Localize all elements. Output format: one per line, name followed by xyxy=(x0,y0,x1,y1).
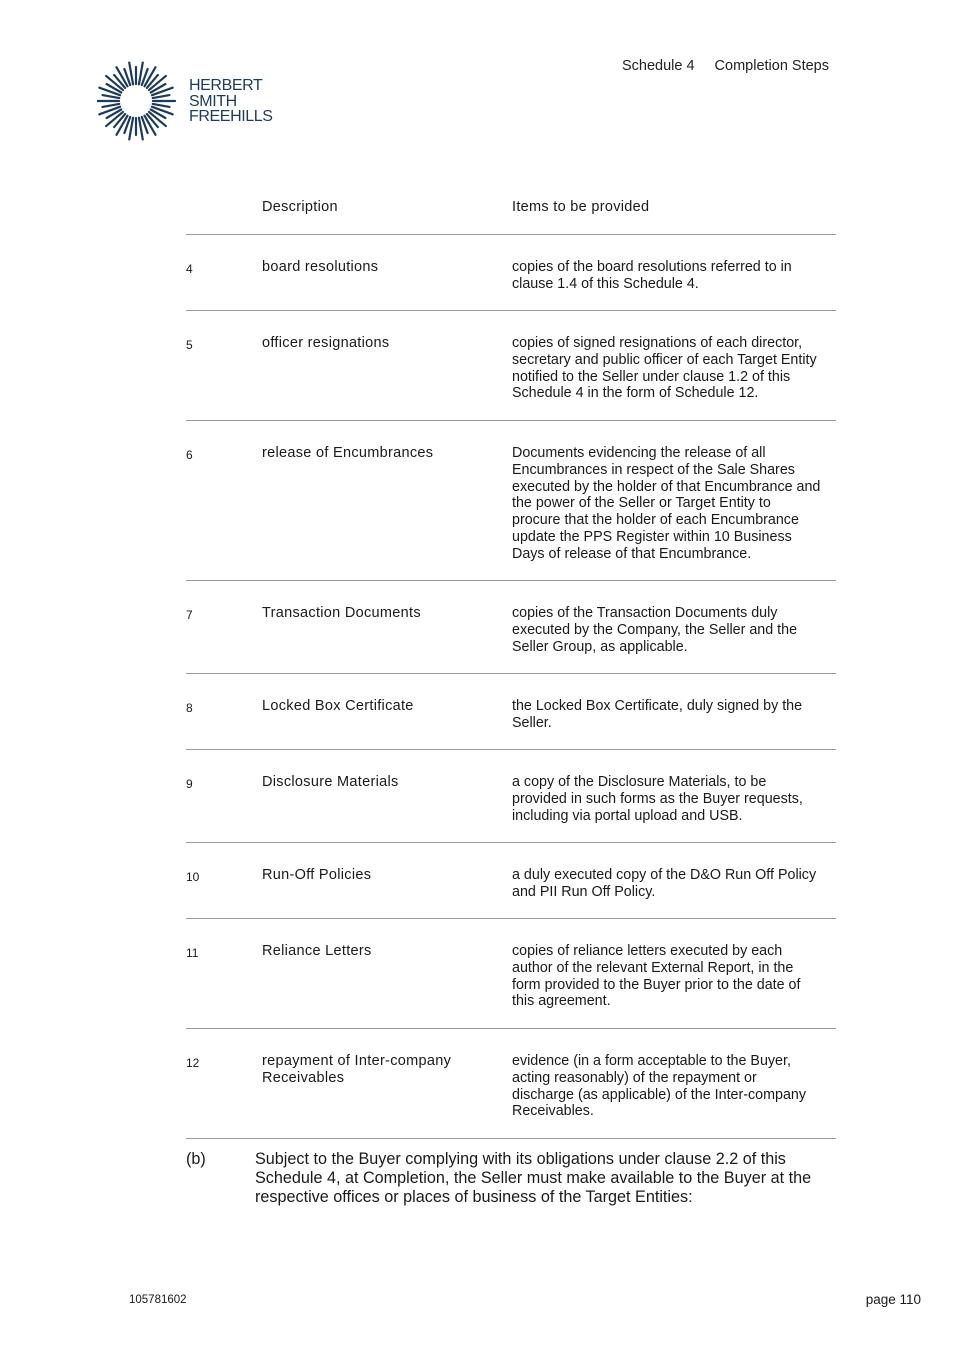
table-row xyxy=(186,581,836,674)
row-items: a copy of the Disclosure Materials, to be provided in such forms as the Buyer requests, including via portal upload and USB. xyxy=(512,774,803,824)
row-number: 4 xyxy=(186,262,193,276)
row-description: Locked Box Certificate xyxy=(262,698,414,714)
row-number: 5 xyxy=(186,338,193,352)
row-number: 7 xyxy=(186,608,193,622)
row-items: a duly executed copy of the D&O Run Off Policy and PII Run Off Policy. xyxy=(512,867,817,900)
header-items: Items to be provided xyxy=(512,199,650,215)
table-header xyxy=(186,196,836,235)
row-items: copies of reliance letters executed by each author of the relevant External Report, in the form provided to the Buyer prior to the date of this agreement. xyxy=(512,943,801,1010)
logo-line-3: FREEHILLS xyxy=(189,108,273,125)
header-description: Description xyxy=(262,199,338,215)
row-items: Documents evidencing the release of all Encumbrances in respect of the Sale Shares executed by the holder of that Encumbrance and the power of the Seller or Target Entity to procure that the holder of each Encumbrance update the PPS Register within 10 Business Days of release of that Encumbrance. xyxy=(512,445,821,562)
row-description: Reliance Letters xyxy=(262,943,372,959)
row-items: copies of the board resolutions referred to in clause 1.4 of this Schedule 4. xyxy=(512,259,792,292)
table-row xyxy=(186,421,836,581)
row-number: 8 xyxy=(186,701,193,715)
document-id: 105781602 xyxy=(129,1294,187,1306)
table-row xyxy=(186,1029,836,1139)
section-title: Completion Steps xyxy=(714,58,829,74)
row-description: Run-Off Policies xyxy=(262,867,372,883)
row-number: 12 xyxy=(186,1056,200,1070)
schedule-number: Schedule 4 xyxy=(621,58,695,74)
row-number: 11 xyxy=(186,946,199,960)
row-description: officer resignations xyxy=(262,335,390,351)
table-row xyxy=(186,750,836,843)
row-description: Disclosure Materials xyxy=(262,774,399,790)
firm-logo xyxy=(97,58,287,148)
clause-text: Subject to the Buyer complying with its obligations under clause 2.2 of this Schedule 4, at Completion, the Seller must make available to the Buyer at the respective offices or places of business of the Target Entities: xyxy=(255,1150,812,1206)
row-items: evidence (in a form acceptable to the Buyer, acting reasonably) of the repayment or discharge (as applicable) of the Inter-company Receivables. xyxy=(512,1053,807,1120)
table-row xyxy=(186,919,836,1029)
row-items: copies of the Transaction Documents duly executed by the Company, the Seller and the Seller Group, as applicable. xyxy=(512,605,798,655)
sunburst-logo-icon xyxy=(97,58,177,144)
row-number: 9 xyxy=(186,777,193,791)
row-description: board resolutions xyxy=(262,259,379,275)
logo-ray xyxy=(153,104,170,107)
table-row xyxy=(186,235,836,311)
row-number: 10 xyxy=(186,870,200,884)
table-row xyxy=(186,674,836,750)
logo-line-2: SMITH xyxy=(189,92,237,110)
logo-line-1: HERBERT xyxy=(189,77,263,94)
table-row xyxy=(186,311,836,421)
logo-ray xyxy=(103,104,120,107)
row-description: Transaction Documents xyxy=(262,605,421,621)
logo-wordmark xyxy=(189,78,273,125)
row-number: 6 xyxy=(186,448,193,462)
logo-ray xyxy=(103,95,120,98)
row-description: release of Encumbrances xyxy=(262,445,434,461)
row-items: copies of signed resignations of each director, secretary and public officer of each Target Entity notified to the Seller under clause 1.2 of this Schedule 4 in the form of Schedule 12. xyxy=(512,335,817,402)
running-header xyxy=(622,58,829,74)
logo-ray xyxy=(153,95,170,98)
row-description: repayment of Inter-company Receivables xyxy=(262,1053,452,1086)
page-number: page 110 xyxy=(865,1292,921,1307)
table-row xyxy=(186,843,836,919)
clause-label: (b) xyxy=(186,1150,206,1168)
row-items: the Locked Box Certificate, duly signed by the Seller. xyxy=(512,698,803,731)
completion-steps-table xyxy=(186,196,836,1139)
